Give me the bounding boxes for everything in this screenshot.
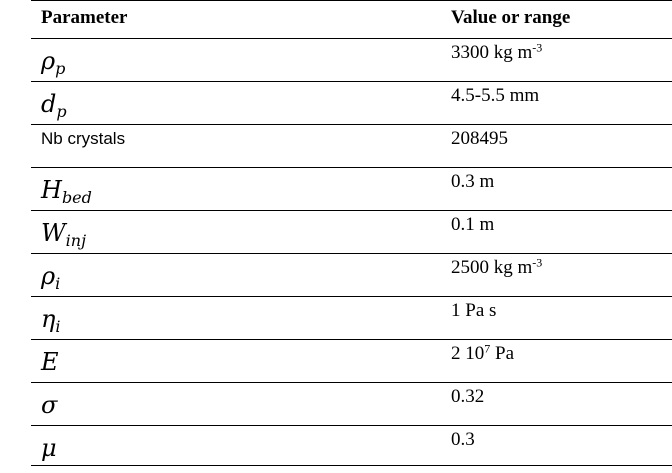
value-text: 0.3 m (451, 171, 495, 192)
table-row (31, 211, 672, 254)
parameter-symbol (41, 211, 87, 250)
value-superscript: -3 (532, 40, 543, 55)
value-text: 0.3 (451, 429, 475, 450)
value-base: 2 10 (451, 343, 485, 364)
symbol-subscript: p (56, 101, 67, 121)
value-text (451, 340, 514, 364)
table-row (31, 125, 672, 168)
parameter-text: Nb crystals (41, 129, 126, 148)
value-superscript: 7 (484, 341, 491, 356)
value-cell (441, 125, 672, 168)
table-row (31, 383, 672, 426)
parameter-symbol: σ (41, 391, 58, 419)
value-column-header: Value or range (441, 1, 672, 39)
symbol-base: W (41, 219, 66, 247)
parameter-symbol: E (41, 348, 59, 376)
table-row (31, 168, 672, 211)
table-row (31, 82, 672, 125)
value-cell (441, 297, 672, 340)
parameter-column-header: Parameter (31, 1, 441, 39)
parameter-cell (31, 297, 441, 340)
symbol-base: H (41, 176, 62, 204)
header-row (31, 1, 672, 39)
value-base: 3300 kg m (451, 42, 533, 63)
value-text (451, 39, 542, 63)
parameter-cell (31, 383, 441, 426)
value-text: 208495 (451, 128, 508, 149)
parameter-symbol (41, 39, 66, 78)
value-text: 0.1 m (451, 214, 495, 235)
symbol-base: η (41, 305, 56, 333)
parameter-cell (31, 82, 441, 125)
value-cell (441, 168, 672, 211)
parameter-cell (31, 168, 441, 211)
value-text: 4.5-5.5 mm (451, 85, 540, 106)
value-base: 2500 kg m (451, 257, 533, 278)
value-cell (441, 39, 672, 82)
parameter-symbol (41, 297, 61, 336)
value-cell (441, 254, 672, 297)
parameter-symbol (41, 168, 92, 207)
symbol-subscript: p (55, 58, 66, 78)
table-row (31, 39, 672, 82)
symbol-base: d (41, 90, 57, 118)
parameter-cell (31, 426, 441, 466)
parameter-table (31, 0, 672, 466)
parameter-symbol: μ (41, 434, 57, 462)
parameter-cell (31, 39, 441, 82)
parameter-symbol (41, 82, 67, 121)
parameter-cell (31, 340, 441, 383)
value-cell (441, 383, 672, 426)
value-tail: Pa (490, 343, 514, 364)
symbol-subscript: bed (61, 187, 92, 207)
symbol-subscript: inj (65, 230, 87, 250)
symbol-subscript: i (55, 273, 61, 293)
table-row (31, 254, 672, 297)
value-cell (441, 82, 672, 125)
table-row (31, 297, 672, 340)
symbol-subscript: i (55, 316, 61, 336)
table-row (31, 426, 672, 466)
symbol-base: ρ (41, 262, 56, 290)
value-text: 0.32 (451, 386, 485, 407)
symbol-base: ρ (41, 47, 56, 75)
value-text: 1 Pa s (451, 300, 497, 321)
table-row (31, 340, 672, 383)
value-superscript: -3 (532, 255, 543, 270)
value-cell (441, 211, 672, 254)
value-cell (441, 340, 672, 383)
value-text (451, 254, 542, 278)
parameter-cell (31, 254, 441, 297)
parameter-symbol (41, 254, 61, 293)
value-cell (441, 426, 672, 466)
parameter-cell (31, 211, 441, 254)
parameter-cell (31, 125, 441, 168)
